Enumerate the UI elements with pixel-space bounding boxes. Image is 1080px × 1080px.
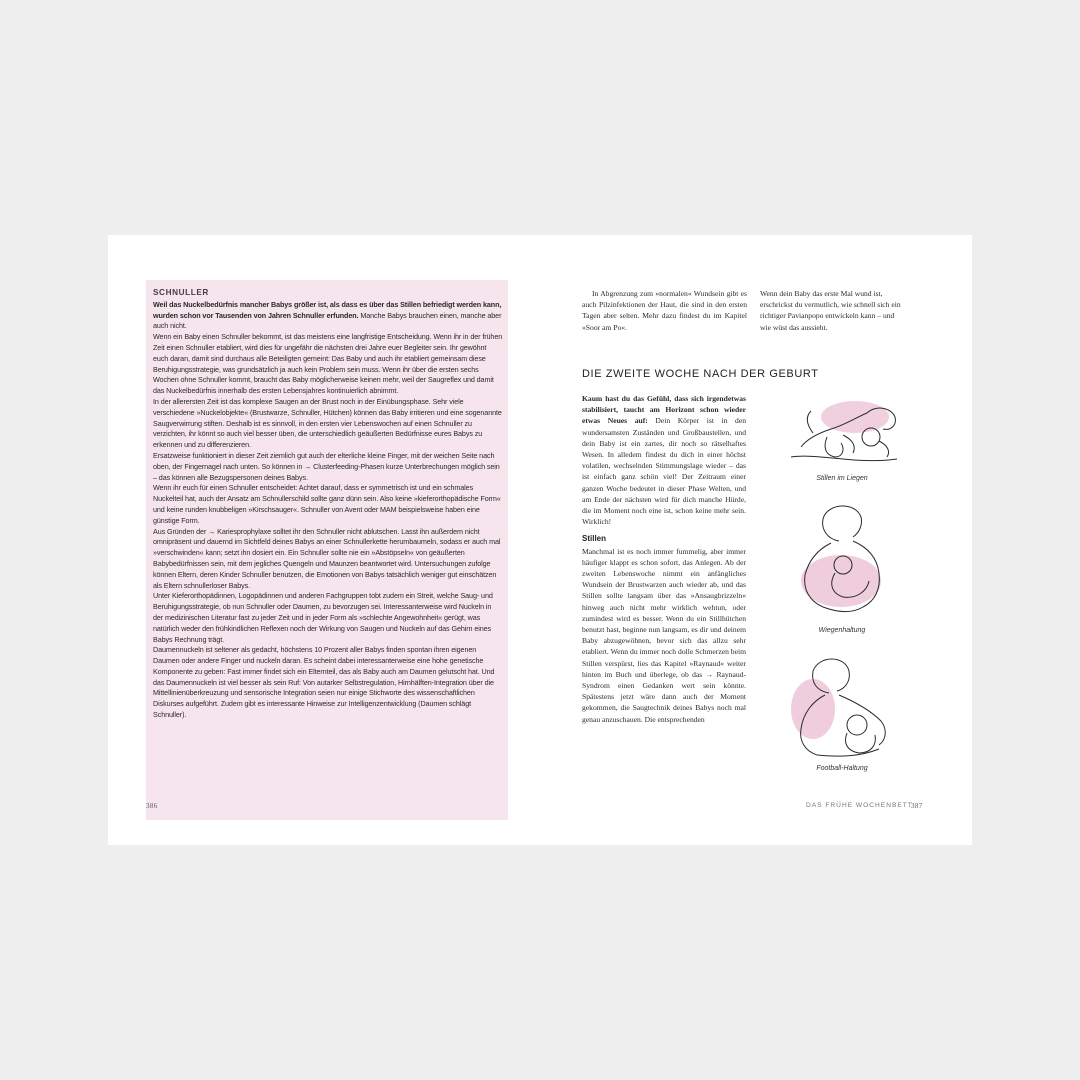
- caption-football-haltung: Football-Haltung: [816, 765, 868, 772]
- left-page-number: 386: [146, 802, 158, 810]
- right-page-number: 387: [911, 802, 923, 810]
- subheading-stillen: Stillen: [582, 534, 607, 544]
- infobox-paragraph: Wenn ein Baby einen Schnuller bekommt, ist das meistens eine langfristige Entscheidung. Wenn ihr in der frühen Zeit einen Schnuller etabliert, wird dies für ungefähr die nächsten drei Jahre euer Begleiter sein. Ihr gewöhnt euch daran, damit sind durchaus alle Beteiligten gemeint: Das Baby und auch ihr etabliert gemeinsam diese Beruhigungsstrategie, was grundsätzlich ja auch kein Problem sein muss. Wenn ihr über die ersten sechs Wochen ohne Schnuller kommt, braucht das Baby möglicherweise keinen mehr, weil der Saugreflex und damit das Nuckelbedürfnis innerhalb des ersten Lebensjahres kontinuierlich abnimmt.: [153, 332, 503, 396]
- stillen-text: Manchmal ist es noch immer fummelig, aber immer häufiger klappt es schon sofort, das Anlegen. Ab der zweiten Lebenswoche nimmt ein anfängliches Wundsein der Brustwarzen auch wieder ab, und das Stillen sollte langsam über das »Ansaugbrizzeln« hinweg auch nicht mehr wirklich wehtun, oder zumindest wird es besser. Wenn du ein Stillhütchen benutzt hast, beginne nun langsam, es dir und deinem Baby abzugewöhnen, bevor sich das allzu sehr etabliert. Wenn du immer noch dolle Schmerzen beim Stillen verspürst, lies das Kapitel »Raynaud« weiter hinten im Buch und überlege, ob das → Raynaud-Syndrom einen Gedanken wert sein könnte. Spätestens jetzt wäre dann auch der Moment gekommen, die Saugtechnik deines Babys noch mal genau anzuschauen. Die entsprechenden: [582, 546, 746, 724]
- caption-wiegenhaltung: Wiegenhaltung: [818, 627, 866, 634]
- schnuller-infobox: [146, 280, 508, 820]
- caption-stillen-im-liegen: Stillen im Liegen: [816, 475, 868, 482]
- cradle-hold-drawing: [783, 497, 901, 625]
- section-intro-rest: Dein Körper ist in den wundersamsten Zuständen und Großbaustellen, und dein Baby ist ein zartes, dir noch so rätselhaftes Wesen. In alledem findest du dich in einer höchst volatilen, wechselnden Stimmungslage wieder – das ist einfach ganz schön viel! Der Zeitraum einer ganzen Woche bedeutet in dieser Phase Welten, und am Ende der nächsten wird für dich manche Hürde, die im Moment noch eine ist, schon keine mehr sein. Wirklich!: [582, 416, 746, 527]
- infobox-paragraph: Wenn ihr euch für einen Schnuller entscheidet: Achtet darauf, dass er symmetrisch ist und ein schmales Nuckelteil hat, auch der Ansatz am Schnullerschild sollte ganz dünn sein. Also keine »kieferorthopädische Form« und keine runden knubbeligen »Kirschsauger«. Schnuller von Avent oder MAM beispielsweise haben eine günstige Form.: [153, 483, 501, 525]
- football-hold-drawing: [783, 653, 901, 763]
- infobox-paragraph: Daumennuckeln ist seltener als gedacht, höchstens 10 Prozent aller Babys finden spontan ihren eigenen Daumen oder andere Finger und nuckeln daran. Es scheint dabei interessanterweise eine hohe genetische Komponente zu geben: Fast immer findet sich ein Elternteil, das als Baby auch am Daumen gelutscht hat. Und das Daumennuckeln ist viel besser als sein Ruf: Von autarker Selbstregulation, Hirnhälften-Integration über die Mittellinienüberkreuzung und sensorische Integration seien nur einige Stichworte des wissenschaftlichen Diskurses aufgeführt. Zudem gibt es interessante Hinweise zur Intelligenzentwicklung (Daumen schlägt Schnuller).: [153, 645, 495, 720]
- illustration-wiegenhaltung: [783, 497, 901, 634]
- top-col2-text: Wenn dein Baby das erste Mal wund ist, erschrickst du vermutlich, wie schnell sich ein richtiger Pavianpopo entwickeln kann – und wie wüst das aussieht.: [760, 289, 901, 332]
- infobox-title: SCHNULLER: [153, 288, 209, 297]
- right-top-column-2: [760, 288, 905, 333]
- right-top-column-1: [582, 288, 747, 333]
- infobox-paragraph: Aus Gründen der → Kariesprophylaxe solltet ihr den Schnuller nicht ablutschen. Lasst ihn außerdem nicht omnipräsent und dauernd im Sichtfeld deines Babys an einer Schnullerkette herumbaumeln, sodass er auch mal »verschwinden« kann; setzt ihn dosiert ein. Ein Schnuller sollte nie ein »Abstöpseln« von geäußerten Babybedürfnissen sein, mit dem jegliches Quengeln und Maunzen beantwortet wird. Untersuchungen zufolge können Eltern, deren Kinder Schnuller benutzen, die Emotionen von Babys tatsächlich weniger gut einschätzen als Eltern schnullerloser Babys.: [153, 526, 501, 590]
- section-intro-bold: Kaum hast du das Gefühl, dass sich irgendetwas stabilisiert, taucht am Horizont schon wieder etwas Neues auf:: [582, 394, 746, 426]
- infobox-intro-bold: Weil das Nuckelbedürfnis mancher Babys größer ist, als dass es über das Stillen befriedigt werden kann, wurden schon vor Tausenden von Jahren Schnuller erfunden.: [153, 299, 502, 320]
- infobox-intro: [153, 300, 503, 332]
- book-spread: [108, 235, 972, 845]
- lying-nursing-drawing: [783, 395, 901, 473]
- top-col1-text: In Abgrenzung zum »normalen« Wundsein gibt es auch Pilzinfektionen der Haut, die sind in den ersten Tagen aber selten. Mehr dazu findest du im Kapitel »Soor am Po«.: [582, 289, 747, 332]
- infobox-paragraph: Ersatzweise funktioniert in dieser Zeit ziemlich gut auch der elterliche kleine Finger, mit der weichen Seite nach oben, der Fingernagel nach unten. So können in → Clusterfeeding-Phasen kurze Unterbrechungen möglich sein – das können alle Bezugspersonen deines Babys.: [153, 450, 500, 482]
- infobox-paragraph: Unter Kieferorthopädinnen, Logopädinnen und anderen Fachgruppen tobt zudem ein Streit, welche Saug- und Beruhigungsstrategie, ob nun Schnuller oder Daumen, zu bevorzugen sei. Interessanterweise wird Nuckeln in der medizinischen Literatur fast zu jeder Zeit und in jeder Form als »schlechte Angewohnheit« gerügt, was natürlich weder den frühkindlichen Reflexen noch der Wirkung von Saugen und Nuckeln auf das Gehirn eines Babys Rechnung trägt.: [153, 591, 493, 644]
- illustration-stillen-im-liegen: [783, 395, 901, 482]
- infobox-intro-rest: Manche Babys brauchen einen, manche aber auch nicht.: [153, 310, 502, 331]
- infobox-paragraph: In der allerersten Zeit ist das komplexe Saugen an der Brust noch in der Einübungsphase. Sehr viele verschiedene »Nuckelobjekte« (Brustwarze, Schnuller, Hütchen) können das Baby irritieren und eine sogenannte Saugverwirrung stiften. Deshalb ist es sinnvoll, in den ersten vier Lebenswochen auf einen Schnuller zu verzichten, ihr könnt so auch viel besser üben, die unterschiedlich geäußerten Bedürfnisse eures Babys zu erkennen und zu differenzieren.: [153, 396, 502, 450]
- section-intro: [582, 393, 746, 527]
- running-head: DAS FRÜHE WOCHENBETT: [806, 802, 913, 809]
- section-heading: DIE ZWEITE WOCHE NACH DER GEBURT: [582, 368, 819, 380]
- main-text-column: [582, 393, 746, 725]
- illustration-football-haltung: [783, 653, 901, 772]
- infobox-content: [153, 288, 503, 721]
